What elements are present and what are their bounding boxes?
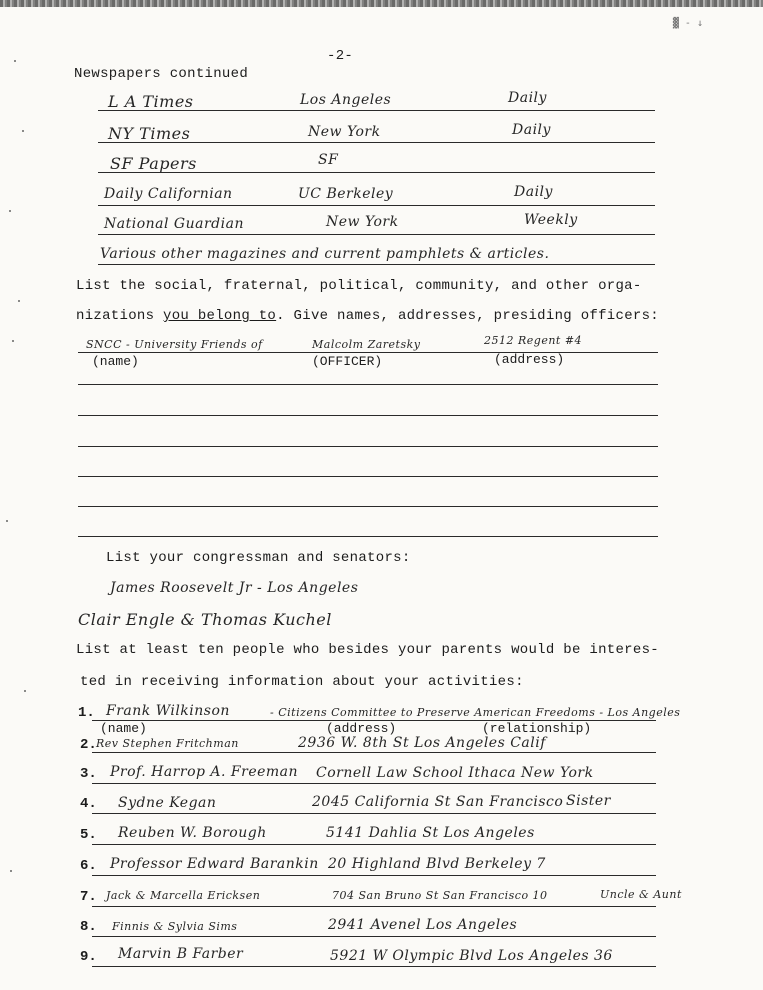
answer-line: [92, 906, 656, 907]
contact-name: Prof. Harrop A. Freeman: [110, 764, 299, 780]
contact-name: Marvin B Farber: [118, 946, 244, 962]
contact-name: Sydne Kegan: [118, 795, 217, 811]
congressman: James Roosevelt Jr - Los Angeles: [110, 580, 359, 596]
contact-address: Cornell Law School Ithaca New York: [316, 765, 594, 781]
scan-speck: [18, 300, 20, 302]
corner-mark: ▓ - ↓: [672, 18, 703, 29]
contact-address: 5921 W Olympic Blvd Los Angeles 36: [330, 948, 613, 964]
newspaper-name: National Guardian: [104, 216, 244, 232]
scan-speck: [22, 130, 24, 132]
organizations-prompt-2: nizations you belong to. Give names, addresses, presiding officers:: [76, 308, 660, 324]
answer-line: [98, 234, 655, 235]
scan-top-edge: [0, 0, 763, 7]
answer-line: [78, 415, 658, 416]
item-number: 8.: [80, 919, 97, 935]
answer-line: [92, 875, 656, 876]
answer-line: [78, 446, 658, 447]
item-number: 7.: [80, 889, 97, 905]
item-number: 5.: [80, 827, 97, 843]
contact-name: Rev Stephen Fritchman: [96, 737, 239, 750]
newspaper-place: Los Angeles: [300, 92, 392, 108]
contact-relationship: Uncle & Aunt: [600, 888, 682, 901]
organization-officer: Malcolm Zaretsky: [312, 338, 421, 351]
answer-line: [98, 264, 655, 265]
caption-name: (name): [100, 721, 147, 736]
newspapers-heading: Newspapers continued: [74, 66, 249, 82]
newspaper-frequency: Weekly: [524, 212, 578, 228]
page-number: -2-: [327, 48, 354, 64]
answer-line: [92, 783, 656, 784]
contact-address: 2936 W. 8th St Los Angeles Calif: [298, 735, 546, 751]
newspaper-name: SF Papers: [110, 154, 197, 173]
answer-line: [78, 384, 658, 385]
scan-speck: [9, 210, 11, 212]
answer-line: [98, 172, 655, 173]
contact-name: Professor Edward Barankin: [110, 856, 319, 872]
answer-line: [78, 352, 658, 353]
item-number: 1.: [78, 705, 95, 721]
answer-line: [98, 110, 655, 111]
contact-name: Frank Wilkinson: [106, 703, 230, 719]
scan-speck: [14, 60, 16, 62]
contact-name: Reuben W. Borough: [118, 825, 267, 841]
answer-line: [92, 936, 656, 937]
item-number: 4.: [80, 796, 97, 812]
underlined-phrase: you belong to: [163, 308, 277, 324]
contact-address: 20 Highland Blvd Berkeley 7: [328, 856, 546, 872]
answer-line: [92, 752, 656, 753]
answer-line: [98, 205, 655, 206]
contact-address: - Citizens Committee to Preserve American Freedoms - Los Angeles: [270, 706, 681, 719]
answer-line: [92, 966, 656, 967]
scan-speck: [12, 340, 14, 342]
item-number: 6.: [80, 858, 97, 874]
scan-speck: [6, 520, 8, 522]
caption-address: (address): [494, 352, 565, 367]
newspaper-frequency: Daily: [508, 90, 547, 106]
newspaper-place: New York: [326, 214, 399, 230]
newspaper-place: New York: [308, 124, 381, 140]
scan-speck: [24, 690, 26, 692]
caption-address: (address): [326, 721, 397, 736]
contact-address: 2045 California St San Francisco: [312, 794, 564, 810]
item-number: 9.: [80, 949, 97, 965]
answer-line: [78, 506, 658, 507]
answer-line: [78, 476, 658, 477]
contact-name: Finnis & Sylvia Sims: [112, 920, 238, 933]
organization-address: 2512 Regent #4: [484, 334, 583, 347]
contact-address: 5141 Dahlia St Los Angeles: [326, 825, 535, 841]
contacts-prompt-2: ted in receiving information about your activities:: [80, 674, 524, 690]
caption-relationship: (relationship): [482, 721, 592, 736]
answer-line: [98, 142, 655, 143]
caption-officer: (OFFICER): [312, 354, 383, 369]
contact-relationship: Sister: [566, 793, 611, 809]
newspaper-place: SF: [318, 152, 339, 168]
newspaper-name: L A Times: [108, 92, 194, 111]
contact-name: Jack & Marcella Ericksen: [106, 889, 261, 902]
item-number: 2.: [80, 737, 97, 753]
answer-line: [78, 536, 658, 537]
other-publications: Various other magazines and current pamphlets & articles.: [100, 246, 550, 262]
congress-prompt: List your congressman and senators:: [106, 550, 411, 566]
newspaper-frequency: Daily: [512, 122, 551, 138]
newspaper-place: UC Berkeley: [298, 186, 394, 202]
newspaper-name: Daily Californian: [104, 186, 233, 202]
organizations-prompt: List the social, fraternal, political, community, and other orga-: [76, 278, 642, 294]
senators: Clair Engle & Thomas Kuchel: [78, 610, 332, 629]
organization-name: SNCC - University Friends of: [86, 338, 263, 351]
contact-address: 2941 Avenel Los Angeles: [328, 917, 518, 933]
answer-line: [92, 813, 656, 814]
answer-line: [92, 844, 656, 845]
contact-address: 704 San Bruno St San Francisco 10: [332, 889, 548, 902]
newspaper-name: NY Times: [108, 124, 191, 143]
caption-name: (name): [92, 354, 139, 369]
item-number: 3.: [80, 766, 97, 782]
newspaper-frequency: Daily: [514, 184, 553, 200]
contacts-prompt: List at least ten people who besides your parents would be interes-: [76, 642, 659, 658]
scan-speck: [10, 870, 12, 872]
